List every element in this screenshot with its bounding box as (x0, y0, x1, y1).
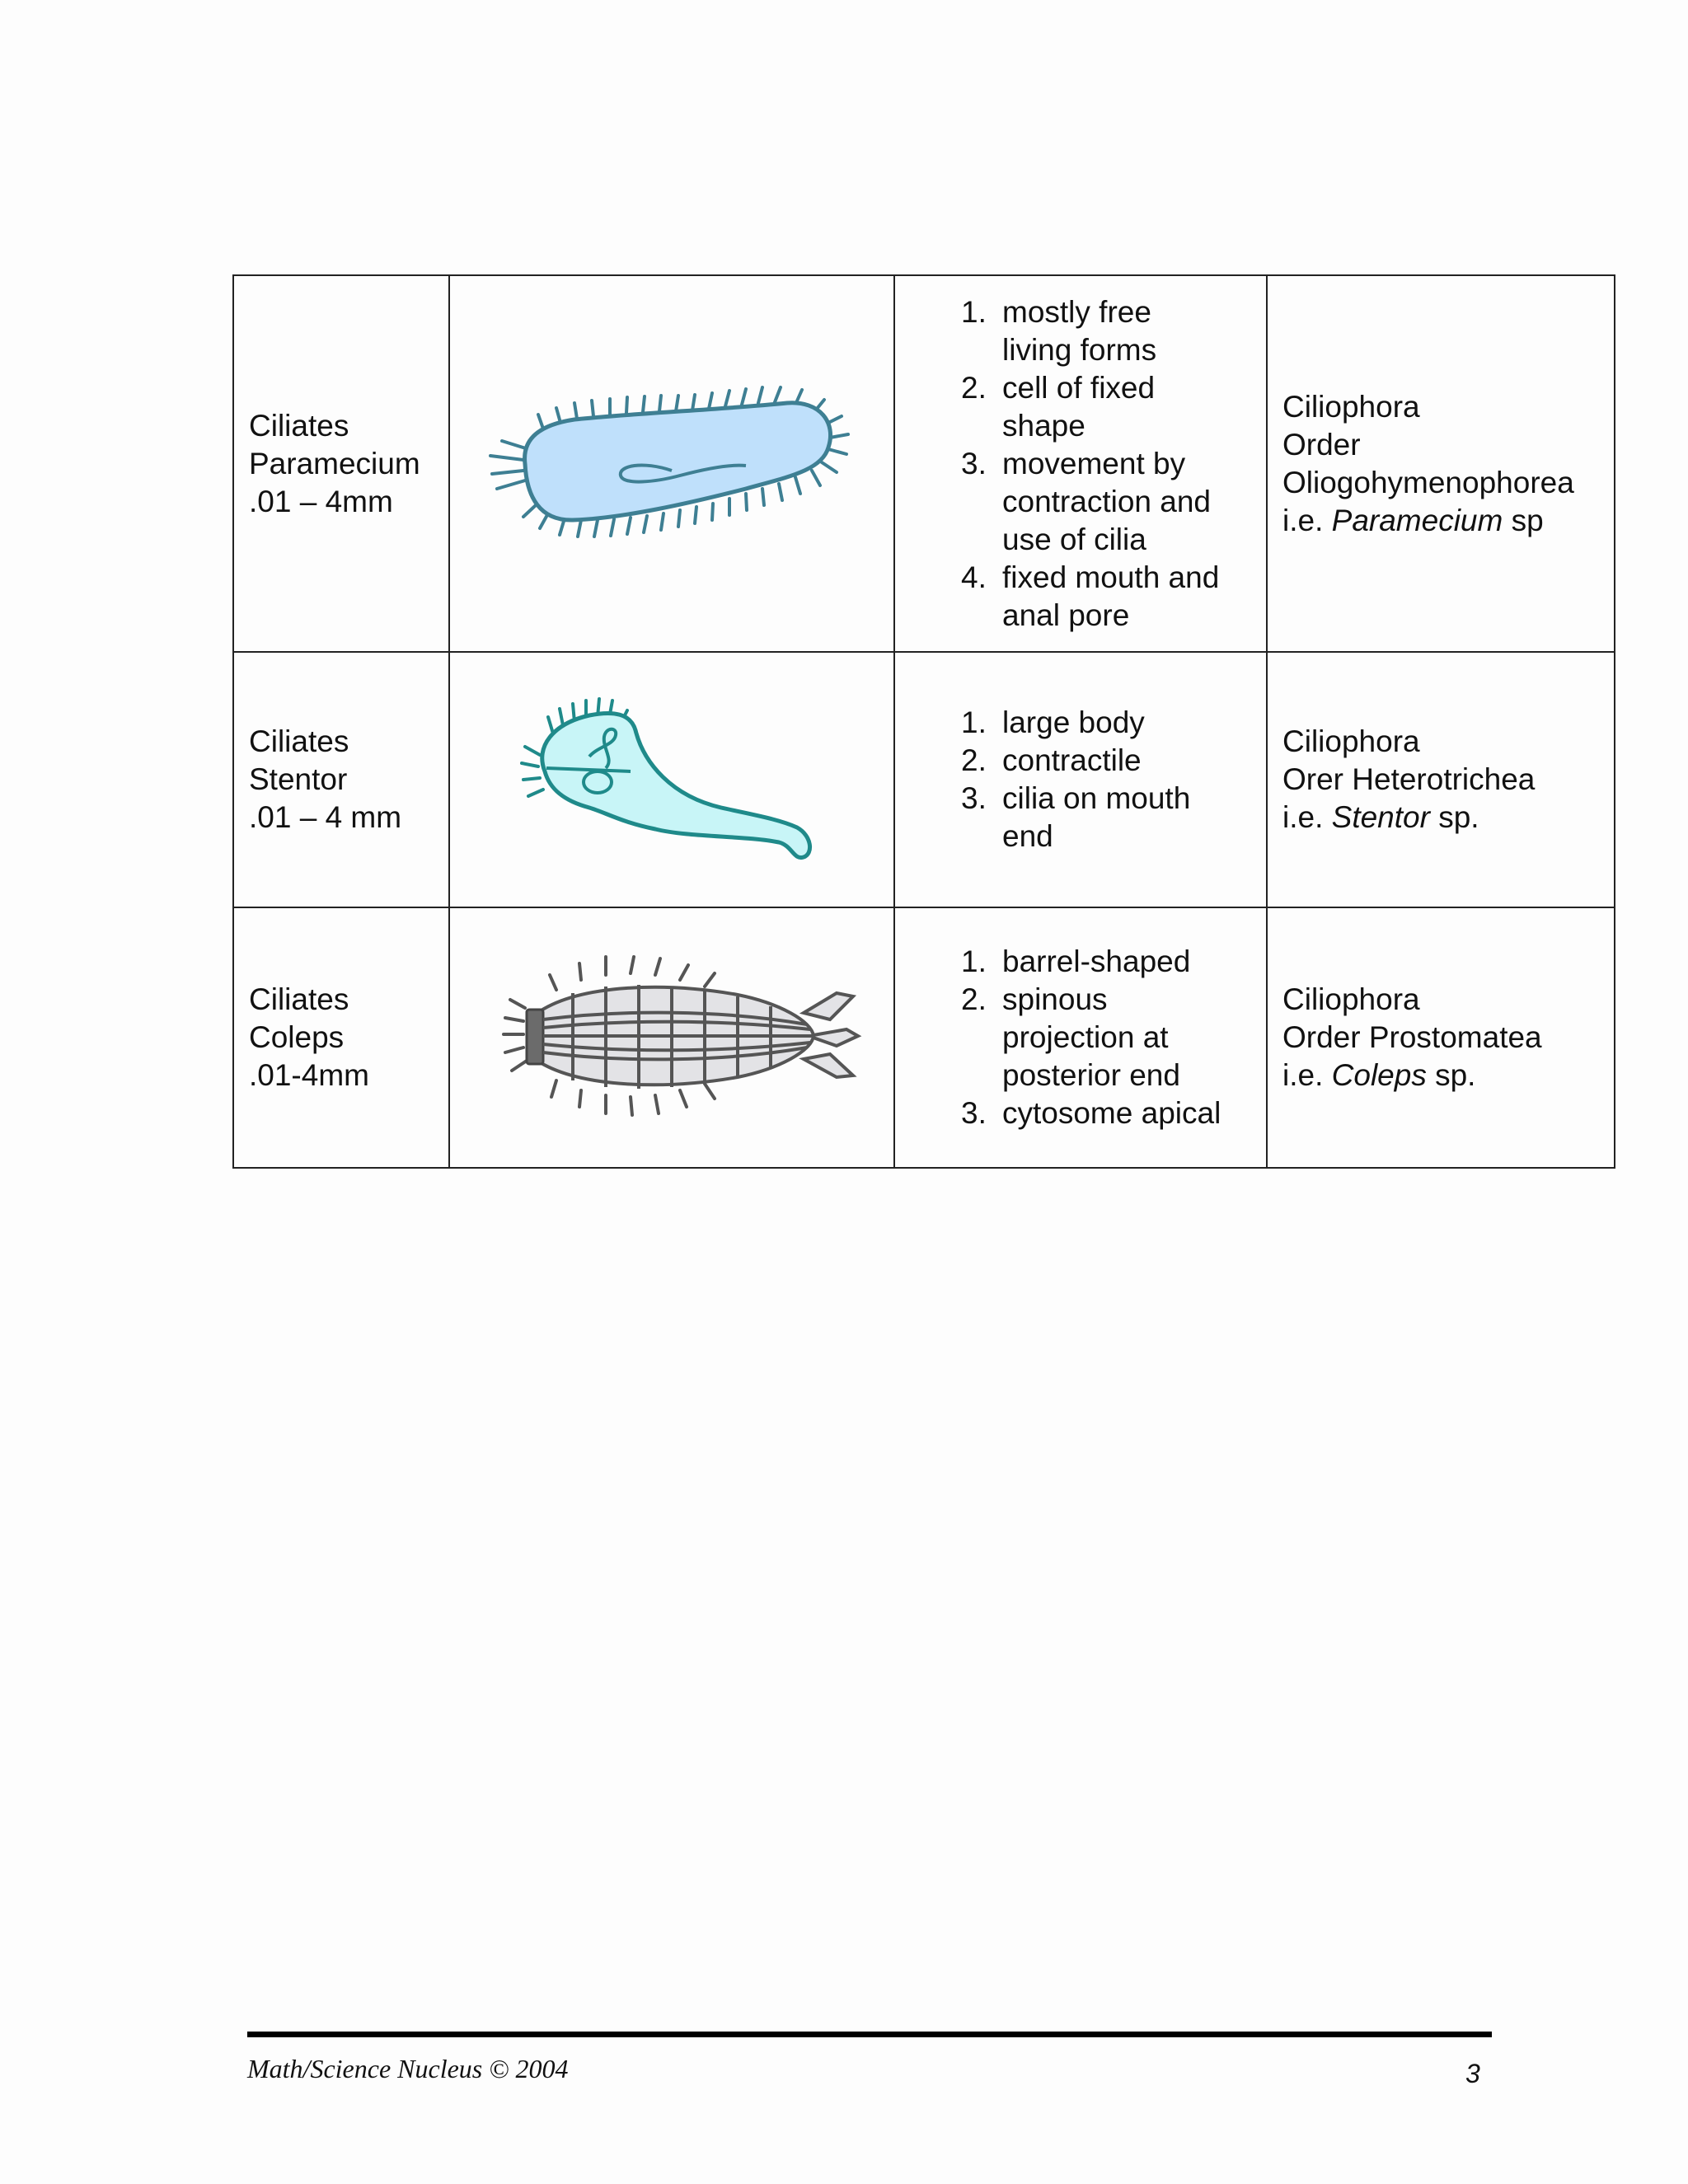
mouth-ring (527, 1010, 543, 1064)
list-item: 3. movement by contraction and use of cilia (961, 446, 1212, 556)
phylum: Ciliophora (1282, 982, 1420, 1016)
phylum: Ciliophora (1282, 389, 1420, 424)
features-cell (894, 652, 1267, 907)
organism-name: Coleps (249, 1020, 345, 1054)
order: Order (1282, 427, 1361, 462)
order: Orer Heterotrichea (1282, 762, 1536, 796)
stentor-body (542, 713, 810, 857)
list-item: 2. cell of fixed shape (961, 370, 1156, 443)
paramecium-illustration (474, 373, 870, 555)
group-name: Ciliates (249, 982, 349, 1016)
classification-cell (1267, 907, 1615, 1168)
page-number: 3 (1465, 2059, 1480, 2088)
footer-rule (247, 2032, 1492, 2037)
size-range: .01 – 4 mm (249, 800, 402, 834)
list-item: 4. fixed mouth and anal pore (961, 560, 1220, 632)
organism-name: Stentor (249, 762, 348, 796)
classification-cell (1267, 275, 1615, 652)
coleps-illustration (474, 939, 870, 1137)
table-row (233, 275, 1615, 652)
list-item: 1. large body (961, 705, 1145, 739)
organism-label-cell (233, 652, 449, 907)
list-item: 2. contractile (961, 743, 1142, 777)
example-species: i.e. Coleps sp. (1282, 1058, 1476, 1092)
illustration-cell (449, 275, 894, 652)
features-list (910, 293, 1251, 635)
stentor-illustration (474, 681, 870, 879)
table-row (233, 652, 1615, 907)
features-list (910, 943, 1251, 1132)
size-range: .01 – 4mm (249, 484, 393, 518)
list-item: 3. cilia on mouth end (961, 781, 1191, 853)
organism-label-cell (233, 275, 449, 652)
organism-label-cell (233, 907, 449, 1168)
features-cell (894, 907, 1267, 1168)
order: Oliogohymenophorea (1282, 465, 1574, 499)
list-item: 2. spinous projection at posterior end (961, 982, 1180, 1092)
size-range: .01-4mm (249, 1058, 369, 1092)
ciliates-table (232, 274, 1615, 1169)
phylum: Ciliophora (1282, 724, 1420, 758)
illustration-cell (449, 907, 894, 1168)
list-item: 1. mostly free living forms (961, 294, 1157, 367)
illustration-cell (449, 652, 894, 907)
example-species: i.e. Paramecium sp (1282, 503, 1544, 537)
group-name: Ciliates (249, 408, 349, 443)
list-item: 3. cytosome apical (961, 1096, 1221, 1130)
features-list (910, 704, 1251, 855)
order: Order Prostomatea (1282, 1020, 1542, 1054)
list-item: 1. barrel-shaped (961, 944, 1191, 978)
paramecium-body (525, 402, 831, 519)
features-cell (894, 275, 1267, 652)
example-species: i.e. Stentor sp. (1282, 800, 1479, 834)
table-row (233, 907, 1615, 1168)
organism-name: Paramecium (249, 446, 420, 480)
footer-copyright: Math/Science Nucleus © 2004 (247, 2054, 569, 2083)
group-name: Ciliates (249, 724, 349, 758)
classification-cell (1267, 652, 1615, 907)
